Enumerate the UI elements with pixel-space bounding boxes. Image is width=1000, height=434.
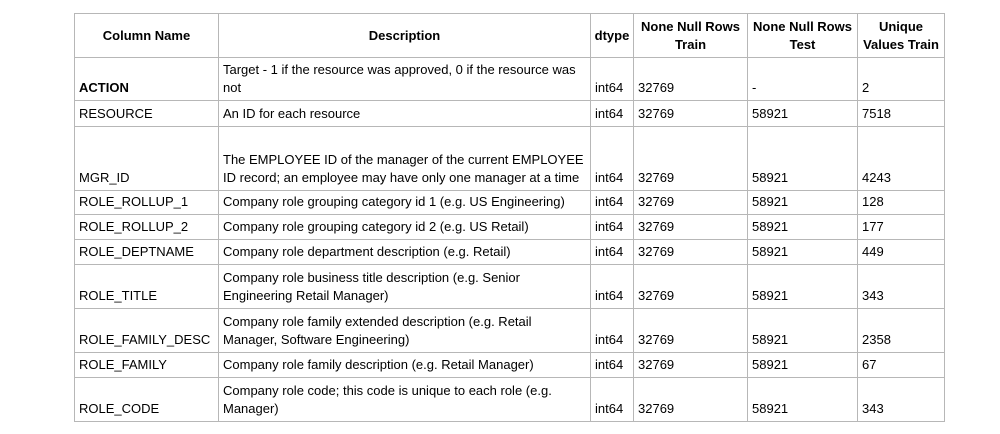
- dtype-cell: int64: [591, 309, 634, 353]
- table-row-role-title: [75, 265, 945, 309]
- column-name-cell: ROLE_DEPTNAME: [75, 240, 219, 265]
- description-cell: Company role family extended description (e.g. Retail Manager, Software Engineering): [219, 309, 591, 353]
- header-column-name: Column Name: [75, 14, 219, 58]
- test-rows-cell: 58921: [748, 215, 858, 240]
- column-name-cell: ROLE_TITLE: [75, 265, 219, 309]
- description-cell: An ID for each resource: [219, 101, 591, 127]
- test-rows-cell: 58921: [748, 191, 858, 215]
- description-cell: Company role business title description (e.g. Senior Engineering Retail Manager): [219, 265, 591, 309]
- train-rows-cell: 32769: [634, 309, 748, 353]
- train-rows-cell: 32769: [634, 240, 748, 265]
- unique-values-cell: 177: [858, 215, 945, 240]
- test-rows-cell: 58921: [748, 378, 858, 422]
- dtype-cell: int64: [591, 265, 634, 309]
- unique-values-cell: 67: [858, 353, 945, 378]
- test-rows-cell: 58921: [748, 240, 858, 265]
- unique-values-cell: 343: [858, 378, 945, 422]
- train-rows-cell: 32769: [634, 265, 748, 309]
- description-cell: Company role department description (e.g. Retail): [219, 240, 591, 265]
- column-name-cell: ROLE_CODE: [75, 378, 219, 422]
- unique-values-cell: 7518: [858, 101, 945, 127]
- description-cell: Target - 1 if the resource was approved, 0 if the resource was not: [219, 58, 591, 101]
- table-row-role-code: [75, 378, 945, 422]
- dtype-cell: int64: [591, 240, 634, 265]
- test-rows-cell: 58921: [748, 265, 858, 309]
- test-rows-cell: 58921: [748, 353, 858, 378]
- column-name-cell: ROLE_ROLLUP_2: [75, 215, 219, 240]
- header-dtype: dtype: [591, 14, 634, 58]
- column-name-cell: ROLE_ROLLUP_1: [75, 191, 219, 215]
- header-description: Description: [219, 14, 591, 58]
- table-row-role-family-desc: [75, 309, 945, 353]
- test-rows-cell: 58921: [748, 101, 858, 127]
- unique-values-cell: 449: [858, 240, 945, 265]
- description-cell: Company role grouping category id 2 (e.g. US Retail): [219, 215, 591, 240]
- unique-values-cell: 343: [858, 265, 945, 309]
- train-rows-cell: 32769: [634, 215, 748, 240]
- dtype-cell: int64: [591, 58, 634, 101]
- dtype-cell: int64: [591, 191, 634, 215]
- header-row: [75, 14, 945, 58]
- table-row-action: [75, 58, 945, 101]
- train-rows-cell: 32769: [634, 378, 748, 422]
- unique-values-cell: 2: [858, 58, 945, 101]
- description-cell: Company role grouping category id 1 (e.g. US Engineering): [219, 191, 591, 215]
- train-rows-cell: 32769: [634, 353, 748, 378]
- data-dictionary-table: [74, 13, 945, 422]
- table-row-role-deptname: [75, 240, 945, 265]
- unique-values-cell: 2358: [858, 309, 945, 353]
- dtype-cell: int64: [591, 101, 634, 127]
- test-rows-cell: 58921: [748, 309, 858, 353]
- unique-values-cell: 128: [858, 191, 945, 215]
- table-row-mgr-id: [75, 127, 945, 191]
- table-row-role-rollup-2: [75, 215, 945, 240]
- table-row-resource: [75, 101, 945, 127]
- header-unique-values-train: Unique Values Train: [858, 14, 945, 58]
- table-row-role-rollup-1: [75, 191, 945, 215]
- column-name-cell: ROLE_FAMILY_DESC: [75, 309, 219, 353]
- train-rows-cell: 32769: [634, 127, 748, 191]
- train-rows-cell: 32769: [634, 101, 748, 127]
- train-rows-cell: 32769: [634, 191, 748, 215]
- dtype-cell: int64: [591, 215, 634, 240]
- train-rows-cell: 32769: [634, 58, 748, 101]
- description-cell: Company role code; this code is unique to each role (e.g. Manager): [219, 378, 591, 422]
- table-row-role-family: [75, 353, 945, 378]
- test-rows-cell: 58921: [748, 127, 858, 191]
- header-none-null-rows-train: None Null Rows Train: [634, 14, 748, 58]
- description-cell: The EMPLOYEE ID of the manager of the current EMPLOYEE ID record; an employee may have only one manager at a time: [219, 127, 591, 191]
- dtype-cell: int64: [591, 127, 634, 191]
- test-rows-cell: -: [748, 58, 858, 101]
- dtype-cell: int64: [591, 353, 634, 378]
- column-name-cell: ROLE_FAMILY: [75, 353, 219, 378]
- unique-values-cell: 4243: [858, 127, 945, 191]
- header-none-null-rows-test: None Null Rows Test: [748, 14, 858, 58]
- dtype-cell: int64: [591, 378, 634, 422]
- column-name-cell: MGR_ID: [75, 127, 219, 191]
- column-name-cell: RESOURCE: [75, 101, 219, 127]
- description-cell: Company role family description (e.g. Retail Manager): [219, 353, 591, 378]
- column-name-cell: ACTION: [75, 58, 219, 101]
